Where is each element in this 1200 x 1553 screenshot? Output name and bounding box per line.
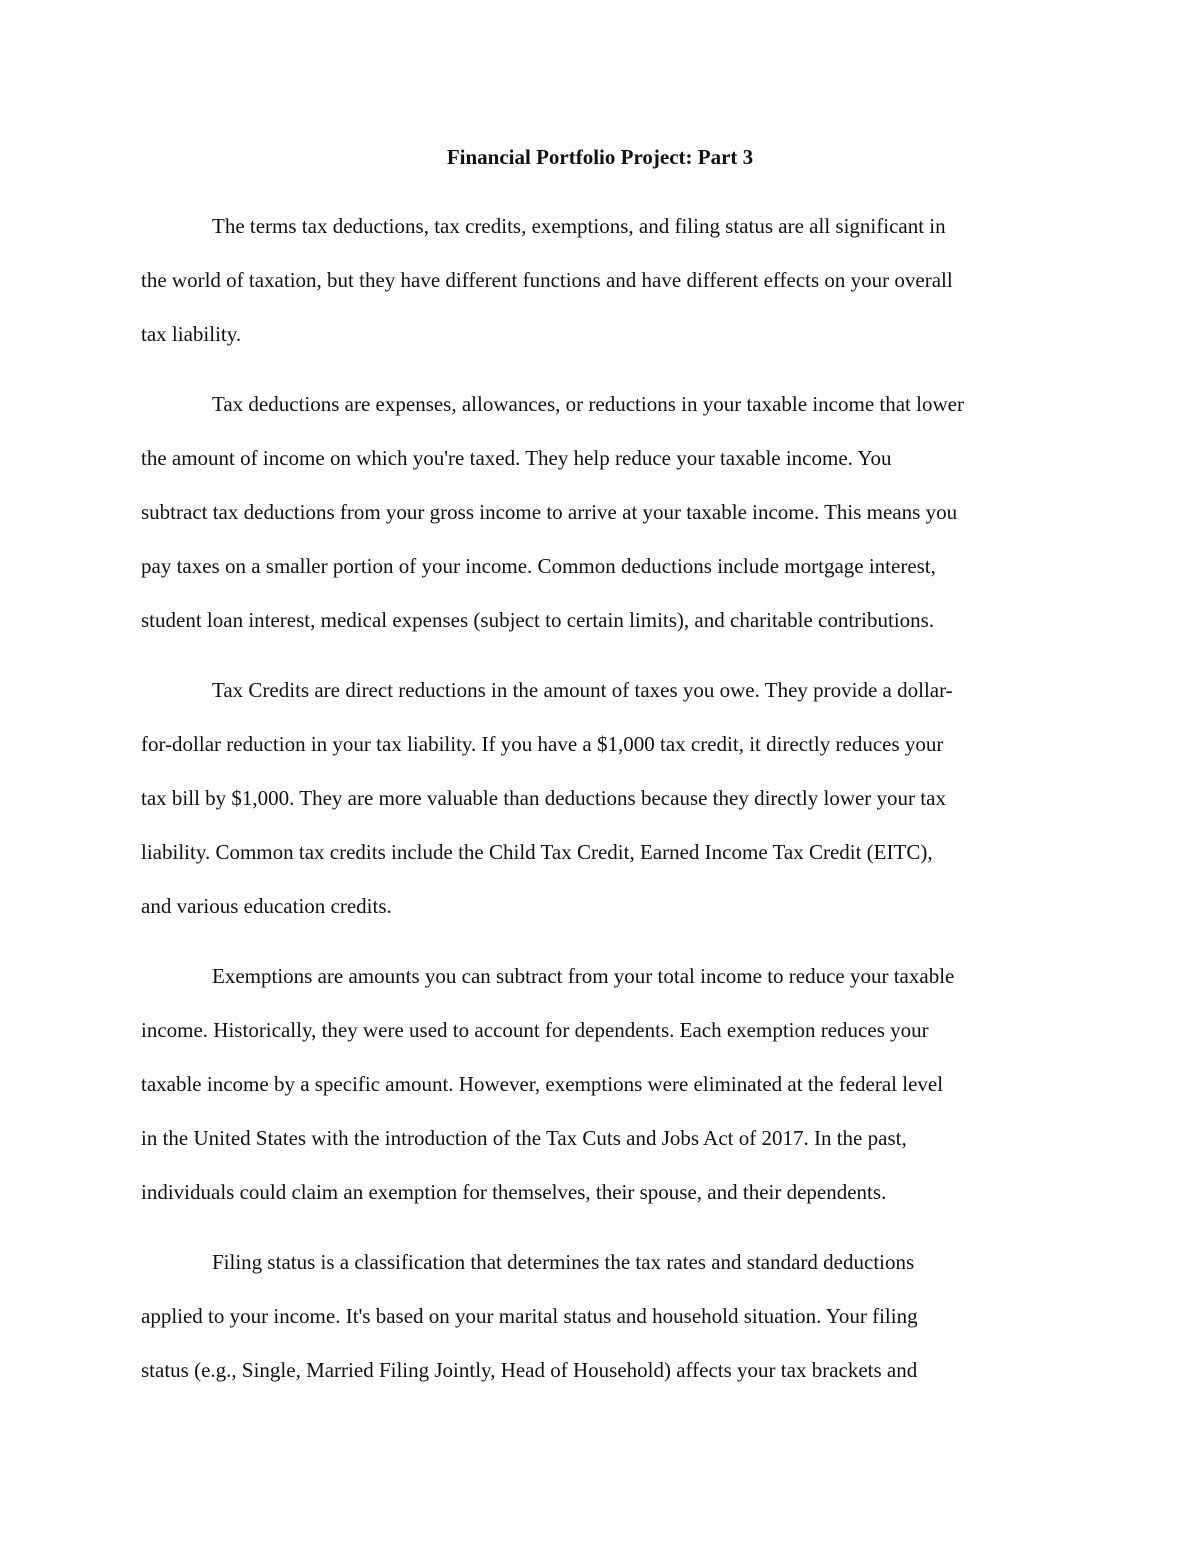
text-line: The terms tax deductions, tax credits, exemptions, and filing status are all significant in	[212, 214, 946, 238]
text-line: individuals could claim an exemption for themselves, their spouse, and their dependents.	[141, 1180, 887, 1204]
text-line: pay taxes on a smaller portion of your income. Common deductions include mortgage interest,	[141, 554, 936, 578]
text-line: tax bill by $1,000. They are more valuable than deductions because they directly lower your tax	[141, 786, 946, 810]
paragraph-4	[141, 961, 1059, 1231]
document-body	[141, 211, 1059, 1409]
text-line: Filing status is a classification that determines the tax rates and standard deductions	[212, 1250, 915, 1274]
text-line: the world of taxation, but they have different functions and have different effects on your overall	[141, 268, 953, 292]
text-line: tax liability.	[141, 322, 242, 346]
text-line: status (e.g., Single, Married Filing Jointly, Head of Household) affects your tax brackets and	[141, 1358, 918, 1382]
paragraph-2	[141, 389, 1059, 659]
paragraph-3	[141, 675, 1059, 945]
text-line: taxable income by a specific amount. However, exemptions were eliminated at the federal level	[141, 1072, 944, 1096]
text-line: student loan interest, medical expenses (subject to certain limits), and charitable contributions.	[141, 608, 935, 632]
text-line: for-dollar reduction in your tax liability. If you have a $1,000 tax credit, it directly reduces your	[141, 732, 944, 756]
text-line: Tax deductions are expenses, allowances, or reductions in your taxable income that lower	[212, 392, 964, 416]
text-line: income. Historically, they were used to account for dependents. Each exemption reduces your	[141, 1018, 929, 1042]
text-line: Tax Credits are direct reductions in the amount of taxes you owe. They provide a dollar-	[212, 678, 953, 702]
text-line: subtract tax deductions from your gross income to arrive at your taxable income. This means you	[141, 500, 958, 524]
paragraph-5	[141, 1247, 1059, 1409]
text-line: liability. Common tax credits include the Child Tax Credit, Earned Income Tax Credit (EITC),	[141, 840, 933, 864]
text-line: applied to your income. It's based on your marital status and household situation. Your filing	[141, 1304, 918, 1328]
document-title: Financial Portfolio Project: Part 3	[446, 145, 754, 169]
text-line: Exemptions are amounts you can subtract from your total income to reduce your taxable	[212, 964, 955, 988]
text-line: the amount of income on which you're taxed. They help reduce your taxable income. You	[141, 446, 892, 470]
text-line: in the United States with the introduction of the Tax Cuts and Jobs Act of 2017. In the past,	[141, 1126, 907, 1150]
text-line: and various education credits.	[141, 894, 392, 918]
paragraph-1	[141, 211, 1059, 373]
